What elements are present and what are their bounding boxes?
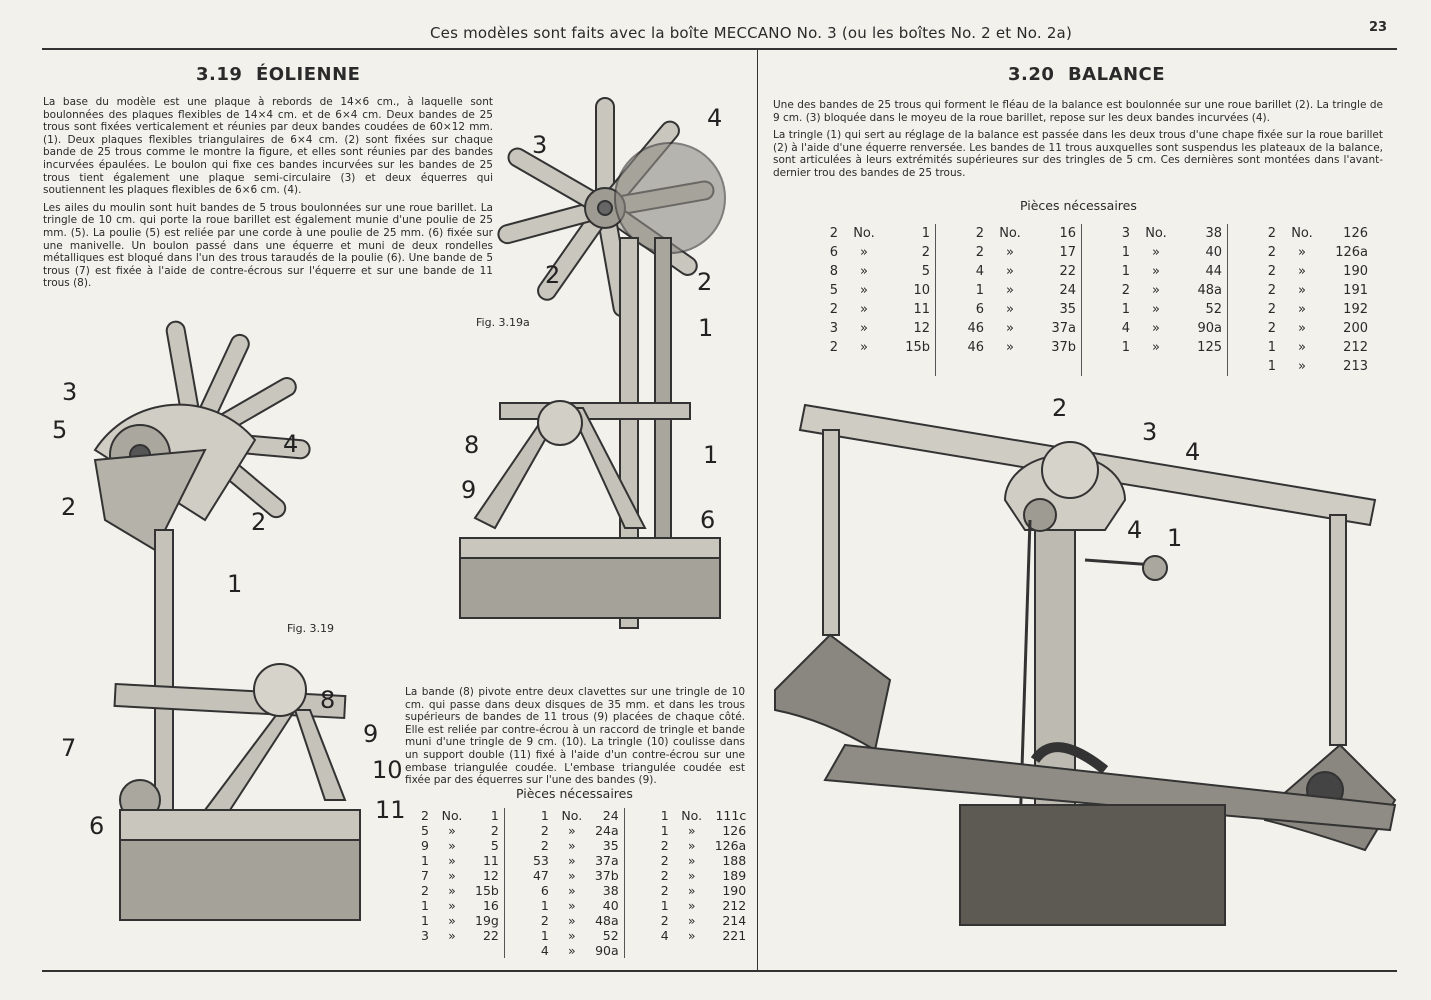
right-part-cell: 2 — [829, 226, 838, 241]
fig-label-7: 7 — [61, 734, 77, 762]
left-part-spacer — [624, 853, 643, 868]
right-part-cell: 16 — [1059, 226, 1076, 241]
left-part-spacer — [624, 913, 643, 928]
right-part-cell: 22 — [1059, 264, 1076, 279]
left-part-row — [403, 898, 750, 913]
left-part-cell: 24a — [595, 823, 619, 838]
left-part-spacer — [504, 823, 523, 838]
left-part-spacer — [504, 913, 523, 928]
fig-label-2b: 2 — [251, 508, 267, 536]
right-part-cell: 5 — [921, 264, 930, 279]
left-part-cell: 2 — [660, 838, 669, 853]
left-part-cell: 1 — [660, 898, 669, 913]
fig-label-3: 3 — [62, 378, 78, 406]
left-part-cell: 189 — [722, 868, 747, 883]
right-part-cell: 44 — [1205, 264, 1222, 279]
left-part-spacer — [624, 868, 643, 883]
right-part-cell: 192 — [1343, 302, 1368, 317]
eolienne-paragraph-3: La bande (8) pivote entre deux clavettes sur une tringle de 10 cm. qui passe dans deux disques de 35 mm. et dans les trous supérieurs de bandes de 11 trous (9) placées de chaque côté. Elle est reliée par contre-écrou à un raccord de tringle et bande muni d'une tringle de 9 cm. (10). La tringle (10) coulisse dans un support double (11) fixé à l'aide d'un contre-écrou sur une embase triangulée coudée. L'embase triangulée coudée est fixée par des équerres sur l'une des bandes (9). — [405, 686, 745, 787]
left-part-cell: 52 — [602, 928, 619, 943]
right-part-cell: 1 — [1267, 340, 1276, 355]
right-part-cell: » — [860, 245, 868, 260]
right-part-spacer — [1082, 319, 1101, 338]
fig-a-label-3: 3 — [532, 131, 548, 159]
right-part-cell: » — [1006, 340, 1014, 355]
right-part-cell: 10 — [913, 283, 930, 298]
left-part-cell: » — [687, 898, 696, 913]
right-part-cell: » — [860, 302, 868, 317]
right-part-cell: 191 — [1343, 283, 1368, 298]
left-part-spacer — [624, 808, 643, 823]
left-part-cell: 24 — [602, 808, 619, 823]
right-part-cell: No. — [853, 226, 875, 241]
right-part-cell: » — [1006, 302, 1014, 317]
fig-a-label-2a: 2 — [545, 261, 561, 289]
right-part-cell: 1 — [1121, 245, 1130, 260]
right-part-cell: » — [1152, 283, 1160, 298]
right-part-cell — [988, 357, 1032, 376]
left-part-cell: 19g — [475, 913, 499, 928]
right-part-row — [808, 338, 1372, 357]
left-part-cell: 7 — [421, 868, 429, 883]
left-part-cell: 2 — [660, 853, 669, 868]
left-part-cell: » — [448, 913, 456, 928]
fig-a-label-4: 4 — [707, 104, 723, 132]
left-part-spacer — [504, 898, 523, 913]
left-part-cell: 5 — [490, 838, 499, 853]
left-part-spacer — [504, 883, 523, 898]
balance-paragraph-2: La tringle (1) qui sert au réglage de la balance est passée dans les deux trous d'une chape fixée sur la roue barillet (2) à l'aide d'une équerre renversée. Les bandes de 11 trous auxquelles sont suspendus les plateaux de la balance, sont articulées à leurs extrémités supérieures sur des tringles de 5 cm. Ces dernières sont montées dans l'avant-dernier trou des bandes de 25 trous. — [773, 129, 1383, 179]
eolienne-paragraph-2: Les ailes du moulin sont huit bandes de 5 trous boulonnées sur une roue barillet. La tringle de 10 cm. qui porte la roue barillet est également munie d'une poulie de 25 mm. (5). La poulie (5) est reliée par une corde à une poulie de 25 mm. (6) fixée sur une manivelle. Un boulon passé dans une équerre et muni de deux rondelles métalliques est bloqué dans l'un des trous taraudés de la poulie (6). Une bande de 5 trous (7) est fixée à l'aide de contre-écrous sur l'équerre et sur une bande de 11 trous (8). — [43, 201, 493, 290]
left-part-cell: 1 — [490, 808, 499, 823]
left-part-cell: 2 — [660, 883, 669, 898]
left-part-spacer — [504, 838, 523, 853]
right-part-row — [808, 300, 1372, 319]
left-part-row — [403, 853, 750, 868]
right-part-cell: 2 — [1267, 264, 1276, 279]
right-part-spacer — [1082, 357, 1101, 376]
left-part-cell: 2 — [540, 838, 549, 853]
right-part-cell — [886, 357, 934, 376]
right-part-cell — [1134, 357, 1178, 376]
left-part-cell: 2 — [540, 823, 549, 838]
fig-a-label-8: 8 — [464, 431, 480, 459]
right-part-cell: 1 — [1121, 264, 1130, 279]
right-part-cell: 15b — [905, 340, 930, 355]
right-part-cell: 2 — [829, 302, 838, 317]
right-part-spacer — [936, 224, 955, 243]
right-part-cell: No. — [1145, 226, 1167, 241]
left-part-row — [403, 823, 750, 838]
left-part-cell: 3 — [421, 928, 429, 943]
left-part-cell: 126 — [722, 823, 747, 838]
left-part-cell: » — [448, 898, 456, 913]
right-part-cell: No. — [999, 226, 1021, 241]
right-part-cell: 4 — [1121, 321, 1130, 336]
left-part-cell: 1 — [540, 808, 549, 823]
left-part-cell: » — [568, 928, 576, 943]
right-part-cell: 2 — [1267, 302, 1276, 317]
right-part-cell: » — [1298, 359, 1306, 374]
balance-pieces-title: Pièces nécessaires — [1020, 198, 1137, 213]
right-part-cell: 200 — [1343, 321, 1368, 336]
left-part-cell — [403, 943, 433, 958]
left-part-cell: » — [687, 928, 696, 943]
balance-parts-table — [808, 224, 1372, 376]
right-part-cell: 1 — [975, 283, 984, 298]
right-part-cell: 8 — [829, 264, 838, 279]
fig-label-4: 4 — [283, 430, 299, 458]
left-part-cell: 5 — [421, 823, 429, 838]
left-part-cell: » — [568, 898, 576, 913]
left-part-cell: 188 — [722, 853, 747, 868]
right-part-cell: » — [1152, 302, 1160, 317]
figure-3-19 — [52, 310, 406, 950]
left-part-spacer — [624, 883, 643, 898]
left-part-cell — [643, 943, 673, 958]
right-part-cell: 37b — [1051, 340, 1076, 355]
left-part-spacer — [624, 928, 643, 943]
fig-label-10: 10 — [372, 756, 403, 784]
left-part-cell: 12 — [482, 868, 499, 883]
right-part-row — [808, 243, 1372, 262]
right-part-spacer — [936, 262, 955, 281]
right-part-cell: 46 — [967, 340, 984, 355]
right-part-cell: » — [1298, 302, 1306, 317]
right-part-cell: 52 — [1205, 302, 1222, 317]
left-part-row — [403, 883, 750, 898]
right-part-cell: 1 — [921, 226, 930, 241]
right-part-cell: » — [1006, 321, 1014, 336]
right-part-cell: 1 — [1121, 340, 1130, 355]
right-part-spacer — [1228, 224, 1247, 243]
left-part-cell: 6 — [540, 883, 549, 898]
left-part-cell: » — [687, 868, 696, 883]
right-part-cell: » — [1298, 245, 1306, 260]
right-part-cell: 38 — [1205, 226, 1222, 241]
eolienne-parts-table — [403, 808, 750, 958]
right-part-cell: 190 — [1343, 264, 1368, 279]
right-part-cell: » — [1152, 340, 1160, 355]
right-part-cell: 6 — [975, 302, 984, 317]
fig-label-11: 11 — [375, 796, 406, 824]
balance-label-1: 1 — [1167, 524, 1183, 552]
left-part-spacer — [624, 838, 643, 853]
right-part-cell: 213 — [1343, 359, 1368, 374]
right-part-cell: » — [1298, 340, 1306, 355]
left-part-cell: No. — [441, 808, 463, 823]
left-part-cell: 214 — [722, 913, 747, 928]
left-part-cell: 1 — [660, 808, 669, 823]
right-part-cell: 2 — [1267, 226, 1276, 241]
right-part-cell: » — [1152, 321, 1160, 336]
figure-3-20-balance — [765, 390, 1395, 950]
left-part-row — [403, 928, 750, 943]
left-part-cell: » — [568, 913, 576, 928]
right-part-cell: No. — [1291, 226, 1313, 241]
fig-3-19a-caption: Fig. 3.19a — [476, 316, 530, 329]
right-part-cell: 2 — [829, 340, 838, 355]
left-part-cell — [433, 943, 471, 958]
left-part-cell: 22 — [482, 928, 499, 943]
left-part-cell: 1 — [421, 913, 429, 928]
left-part-cell: 2 — [490, 823, 499, 838]
left-part-cell: 2 — [660, 913, 669, 928]
right-part-cell — [808, 357, 842, 376]
left-part-spacer — [504, 928, 523, 943]
left-part-spacer — [504, 943, 523, 958]
right-part-cell: 17 — [1059, 245, 1076, 260]
header-rule — [42, 48, 1397, 50]
balance-label-4b: 4 — [1127, 516, 1143, 544]
right-part-cell: 3 — [829, 321, 838, 336]
fig-label-9: 9 — [363, 720, 379, 748]
right-part-cell: 12 — [913, 321, 930, 336]
right-part-cell: 2 — [1267, 245, 1276, 260]
right-part-cell: 4 — [975, 264, 984, 279]
right-part-cell: 1 — [1121, 302, 1130, 317]
fig-3-19-caption: Fig. 3.19 — [287, 622, 335, 635]
left-part-cell: 2 — [421, 808, 429, 823]
footer-rule — [42, 970, 1397, 972]
left-part-cell: 221 — [722, 928, 747, 943]
right-part-cell: » — [860, 340, 868, 355]
left-part-cell: » — [687, 853, 696, 868]
left-part-cell: 53 — [532, 853, 549, 868]
left-part-cell: » — [568, 853, 576, 868]
right-part-cell: » — [1298, 321, 1306, 336]
left-part-cell: 4 — [540, 943, 549, 958]
right-part-cell — [1100, 357, 1134, 376]
eolienne-paragraph-1: La base du modèle est une plaque à rebords de 14×6 cm., à laquelle sont boulonnées des plaques flexibles de 14×4 cm. et de 6×4 cm. Deux bandes de 25 trous sont fixées verticalement et réunies par deux bandes coudées de 60×12 mm. (1). Deux plaques flexibles triangulaires de 6×4 cm. (2) sont fixées sur chaque bande de 25 trous comme le montre la figure, et elles sont réunies par des bandes incurvées épaulées. Le boulon qui fixe ces bandes incurvées sur les bandes de 25 trous tient également une plaque semi-circulaire (3) et deux équerres qui soutiennent les plaques flexibles de 6×6 cm. (4). — [43, 96, 493, 197]
column-divider — [757, 50, 758, 970]
right-part-cell: 126 — [1343, 226, 1368, 241]
left-part-cell: No. — [681, 808, 703, 823]
left-part-cell: 1 — [540, 928, 549, 943]
right-part-cell: 6 — [829, 245, 838, 260]
right-part-spacer — [1082, 262, 1101, 281]
right-part-cell: 126a — [1335, 245, 1368, 260]
fig-label-8: 8 — [320, 686, 336, 714]
left-part-row — [403, 943, 750, 958]
fig-label-6: 6 — [89, 812, 105, 840]
left-part-cell: 2 — [540, 913, 549, 928]
left-part-cell: 212 — [722, 898, 747, 913]
page-header: Ces modèles sont faits avec la boîte MECCANO No. 3 (ou les boîtes No. 2 et No. 2a) — [430, 24, 1073, 42]
right-part-cell: » — [860, 321, 868, 336]
right-part-cell: 90a — [1197, 321, 1222, 336]
left-part-cell: 40 — [602, 898, 619, 913]
left-part-spacer — [624, 823, 643, 838]
left-part-cell: 9 — [421, 838, 429, 853]
page-number: 23 — [1369, 20, 1388, 35]
left-part-cell: » — [568, 823, 576, 838]
right-part-cell: » — [860, 264, 868, 279]
left-part-cell: 4 — [660, 928, 669, 943]
right-part-spacer — [936, 357, 955, 376]
right-part-cell: 5 — [829, 283, 838, 298]
balance-paragraph-1: Une des bandes de 25 trous qui forment le fléau de la balance est boulonnée sur une roue barillet (2). La tringle de 9 cm. (3) bloquée dans le moyeu de la roue barillet, repose sur les deux bandes incurvées (4). — [773, 99, 1383, 124]
right-part-cell — [842, 357, 886, 376]
right-part-cell: 2 — [1267, 321, 1276, 336]
right-part-spacer — [1228, 262, 1247, 281]
left-part-spacer — [624, 898, 643, 913]
right-part-cell — [1178, 357, 1226, 376]
right-part-row — [808, 262, 1372, 281]
left-part-spacer — [504, 868, 523, 883]
left-part-cell: » — [448, 853, 456, 868]
right-part-spacer — [1082, 243, 1101, 262]
right-part-spacer — [936, 300, 955, 319]
right-part-row — [808, 357, 1372, 376]
right-part-cell: 2 — [975, 245, 984, 260]
right-part-cell: 2 — [921, 245, 930, 260]
right-part-cell: 48a — [1197, 283, 1222, 298]
left-part-cell: 126a — [714, 838, 747, 853]
right-part-cell: » — [1006, 245, 1014, 260]
balance-label-4a: 4 — [1185, 438, 1201, 466]
right-part-cell: 2 — [975, 226, 984, 241]
left-part-row — [403, 868, 750, 883]
left-part-cell: 11 — [482, 853, 499, 868]
left-part-cell: » — [448, 868, 456, 883]
right-part-cell: 2 — [1267, 283, 1276, 298]
right-part-cell: 3 — [1121, 226, 1130, 241]
right-part-spacer — [1082, 224, 1101, 243]
fig-label-2a: 2 — [61, 493, 77, 521]
right-part-row — [808, 281, 1372, 300]
eolienne-description — [43, 96, 493, 295]
right-part-cell: 24 — [1059, 283, 1076, 298]
right-part-cell: » — [1006, 283, 1014, 298]
right-part-spacer — [1228, 281, 1247, 300]
right-part-row — [808, 319, 1372, 338]
left-part-cell: » — [568, 838, 576, 853]
fig-a-label-6: 6 — [700, 506, 716, 534]
left-part-cell: 1 — [421, 898, 429, 913]
right-part-cell: 125 — [1197, 340, 1222, 355]
right-part-spacer — [936, 281, 955, 300]
right-part-spacer — [936, 319, 955, 338]
left-part-cell: 2 — [421, 883, 429, 898]
left-part-cell: » — [687, 913, 696, 928]
fig-a-label-1a: 1 — [698, 314, 714, 342]
left-part-cell: » — [448, 838, 456, 853]
section-title-balance: 3.20 BALANCE — [1008, 64, 1166, 85]
right-part-cell: » — [1152, 264, 1160, 279]
right-part-cell: » — [1298, 283, 1306, 298]
right-part-cell — [1032, 357, 1080, 376]
left-part-cell: » — [448, 883, 456, 898]
right-part-cell: 2 — [1121, 283, 1130, 298]
balance-label-2: 2 — [1052, 394, 1068, 422]
left-part-spacer — [504, 808, 523, 823]
right-part-spacer — [1228, 357, 1247, 376]
left-part-cell: » — [687, 838, 696, 853]
left-part-spacer — [504, 853, 523, 868]
left-part-cell: » — [687, 883, 696, 898]
right-part-spacer — [1228, 300, 1247, 319]
left-part-cell: » — [448, 823, 456, 838]
left-part-cell: 37b — [594, 868, 619, 883]
right-part-spacer — [1082, 281, 1101, 300]
left-part-cell — [471, 943, 503, 958]
section-title-eolienne: 3.19 ÉOLIENNE — [196, 64, 361, 85]
left-part-row — [403, 838, 750, 853]
right-part-cell: 212 — [1343, 340, 1368, 355]
right-part-spacer — [936, 338, 955, 357]
right-part-spacer — [1228, 243, 1247, 262]
left-part-cell: 90a — [595, 943, 619, 958]
left-part-cell: 47 — [532, 868, 549, 883]
right-part-cell: 40 — [1205, 245, 1222, 260]
right-part-cell: » — [1006, 264, 1014, 279]
fig-a-label-2b: 2 — [697, 268, 713, 296]
right-part-cell: » — [1298, 264, 1306, 279]
left-part-cell: 2 — [660, 868, 669, 883]
right-part-cell — [954, 357, 988, 376]
left-part-cell: 48a — [595, 913, 619, 928]
left-part-cell: 37a — [595, 853, 619, 868]
eolienne-pieces-title: Pièces nécessaires — [516, 786, 633, 801]
figure-3-19a — [455, 88, 755, 648]
left-part-cell: 1 — [421, 853, 429, 868]
left-part-cell: 15b — [475, 883, 499, 898]
left-part-cell: » — [568, 883, 576, 898]
left-part-spacer — [624, 943, 643, 958]
right-part-row — [808, 224, 1372, 243]
left-part-cell: » — [448, 928, 456, 943]
fig-a-label-1b: 1 — [703, 441, 719, 469]
right-part-spacer — [1228, 319, 1247, 338]
left-part-cell — [711, 943, 751, 958]
fig-a-label-9: 9 — [461, 476, 477, 504]
right-part-cell: » — [860, 283, 868, 298]
left-part-cell: 190 — [722, 883, 747, 898]
right-part-cell: » — [1152, 245, 1160, 260]
left-part-cell: 38 — [602, 883, 619, 898]
left-part-row — [403, 913, 750, 928]
right-part-cell: 11 — [913, 302, 930, 317]
right-part-spacer — [1082, 300, 1101, 319]
fig-label-1: 1 — [227, 570, 243, 598]
left-part-cell: 35 — [602, 838, 619, 853]
balance-label-3: 3 — [1142, 418, 1158, 446]
right-part-spacer — [936, 243, 955, 262]
left-part-cell: No. — [561, 808, 583, 823]
right-part-cell: 35 — [1059, 302, 1076, 317]
left-part-cell: 1 — [540, 898, 549, 913]
left-part-cell: 16 — [482, 898, 499, 913]
balance-description — [773, 99, 1383, 185]
right-part-cell: 46 — [967, 321, 984, 336]
left-part-cell: 1 — [660, 823, 669, 838]
right-part-cell: 37a — [1051, 321, 1076, 336]
left-part-cell — [673, 943, 711, 958]
left-part-cell: » — [568, 868, 576, 883]
right-part-cell: 1 — [1267, 359, 1276, 374]
left-part-cell: » — [568, 943, 576, 958]
left-part-row — [403, 808, 750, 823]
left-part-cell: » — [687, 823, 696, 838]
right-part-spacer — [1228, 338, 1247, 357]
left-part-cell: 111c — [715, 808, 747, 823]
fig-label-5: 5 — [52, 416, 68, 444]
right-part-spacer — [1082, 338, 1101, 357]
